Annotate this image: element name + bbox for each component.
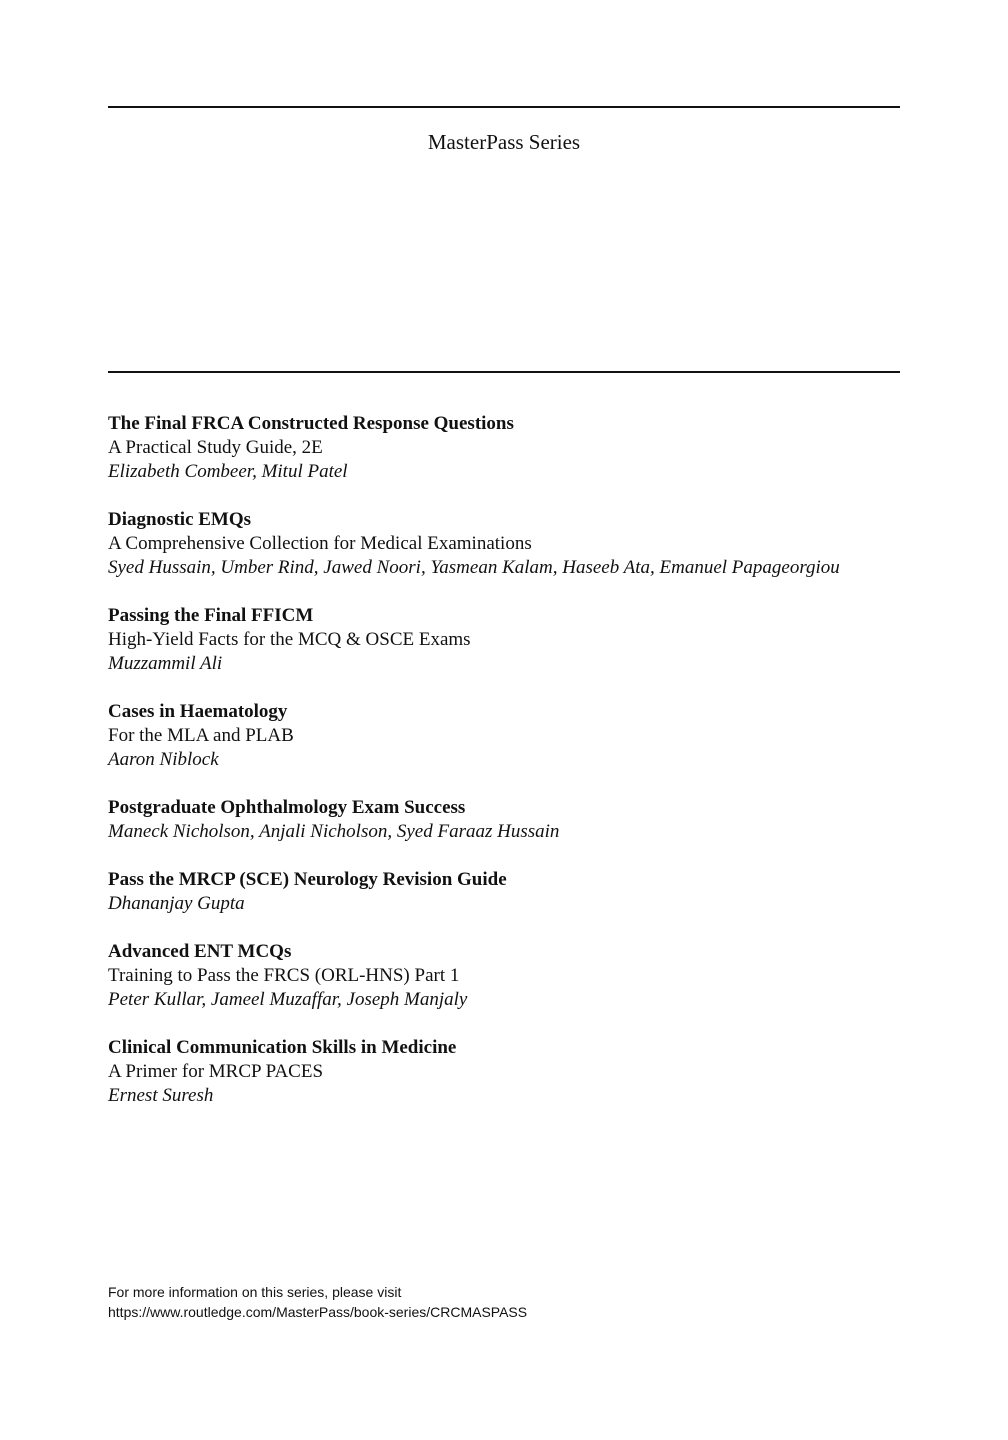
book-title: Postgraduate Ophthalmology Exam Success <box>108 797 466 818</box>
book-subtitle: For the MLA and PLAB <box>108 725 294 746</box>
book-authors: Peter Kullar, Jameel Muzaffar, Joseph Manjaly <box>108 989 468 1010</box>
book-subtitle: High-Yield Facts for the MCQ & OSCE Exams <box>108 629 471 650</box>
book-title: Cases in Haematology <box>108 701 288 722</box>
book-title: Advanced ENT MCQs <box>108 941 292 962</box>
book-entry <box>108 508 900 580</box>
book-title: Passing the Final FFICM <box>108 605 314 626</box>
book-authors: Muzzammil Ali <box>108 653 223 674</box>
book-authors: Ernest Suresh <box>108 1085 214 1106</box>
footer-url-link[interactable]: https://www.routledge.com/MasterPass/book-series/CRCMASPASS <box>108 1304 528 1320</box>
book-subtitle: A Comprehensive Collection for Medical Examinations <box>108 533 532 554</box>
middle-rule <box>108 371 900 373</box>
book-subtitle: Training to Pass the FRCS (ORL-HNS) Part 1 <box>108 965 460 986</box>
footer-info-text: For more information on this series, please visit <box>108 1284 402 1300</box>
book-subtitle: A Practical Study Guide, 2E <box>108 437 323 458</box>
footer <box>108 1282 900 1322</box>
book-title: Clinical Communication Skills in Medicine <box>108 1037 457 1058</box>
book-title: Diagnostic EMQs <box>108 509 252 530</box>
book-entry <box>108 796 900 844</box>
book-authors: Dhananjay Gupta <box>108 893 245 914</box>
series-title: MasterPass Series <box>427 130 581 154</box>
book-authors: Aaron Niblock <box>108 749 219 770</box>
book-authors: Maneck Nicholson, Anjali Nicholson, Syed Faraaz Hussain <box>108 821 560 842</box>
book-subtitle: A Primer for MRCP PACES <box>108 1061 324 1082</box>
book-authors: Elizabeth Combeer, Mitul Patel <box>108 461 348 482</box>
book-authors: Syed Hussain, Umber Rind, Jawed Noori, Yasmean Kalam, Haseeb Ata, Emanuel Papageorgiou <box>108 557 840 578</box>
book-title: The Final FRCA Constructed Response Questions <box>108 413 514 434</box>
book-entry <box>108 1036 900 1108</box>
book-title: Pass the MRCP (SCE) Neurology Revision Guide <box>108 869 507 890</box>
book-entry <box>108 868 900 916</box>
book-list <box>108 412 900 1132</box>
book-entry <box>108 412 900 484</box>
top-rule <box>108 106 900 108</box>
book-entry <box>108 940 900 1012</box>
book-entry <box>108 604 900 676</box>
book-entry <box>108 700 900 772</box>
